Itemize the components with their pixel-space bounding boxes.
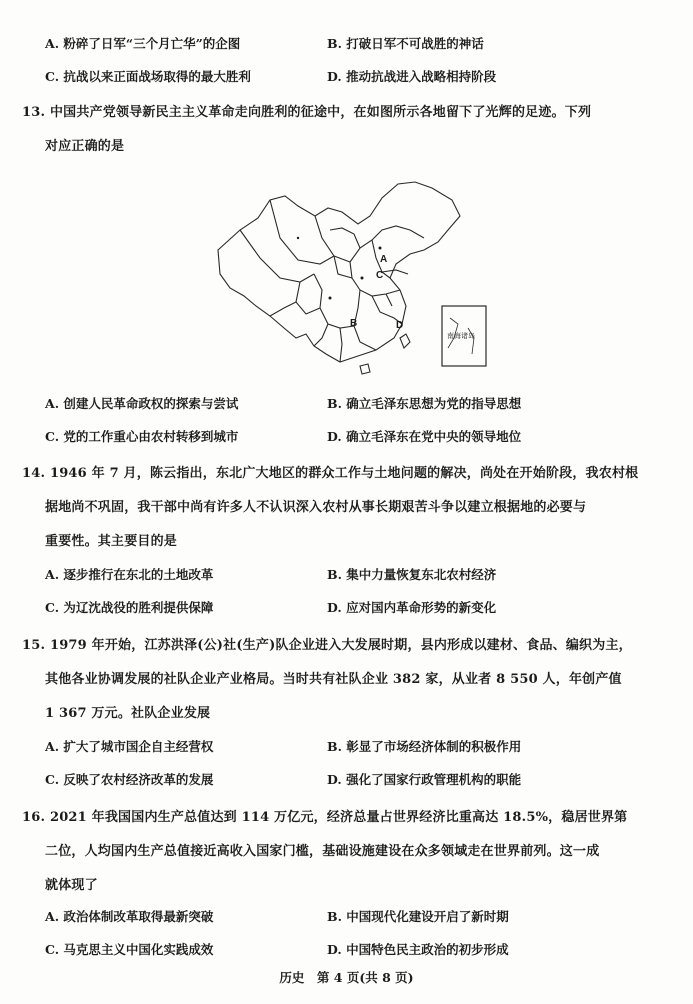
- q14-stem-line1: 14. 1946 年 7 月，陈云指出，东北广大地区的群众工作与土地问题的解决，尚处在开始阶段，我农村根: [22, 466, 639, 481]
- q16-stem-line3: 就体现了: [45, 878, 98, 893]
- q13-option-d: D. 确立毛泽东在党中央的领导地位: [327, 429, 522, 444]
- map-label-b: B: [350, 318, 358, 329]
- q15-option-a: A. 扩大了城市国企自主经营权: [45, 739, 214, 754]
- q16-option-b: B. 中国现代化建设开启了新时期: [327, 909, 509, 924]
- q14-option-c: C. 为辽沈战役的胜利提供保障: [45, 600, 214, 615]
- q13-stem-line1: 13. 中国共产党领导新民主主义革命走向胜利的征途中，在如图所示各地留下了光辉的足迹。下列: [22, 105, 592, 120]
- q13-option-b: B. 确立毛泽东思想为党的指导思想: [327, 396, 522, 411]
- q15-stem-line2: 其他各业协调发展的社队企业产业格局。当时共有社队企业 382 家，从业者 8 550 人，年创产值: [45, 672, 622, 687]
- q12-option-c: C. 抗战以来正面战场取得的最大胜利: [45, 69, 251, 84]
- q14-option-a: A. 逐步推行在东北的土地改革: [45, 567, 214, 582]
- q16-option-d: D. 中国特色民主政治的初步形成: [327, 942, 509, 957]
- q13-stem-line2: 对应正确的是: [45, 139, 125, 154]
- q14-stem-line2: 据地尚不巩固，我干部中尚有许多人不认识深入农村从事长期艰苦斗争以建立根据地的必要与: [45, 500, 587, 515]
- q14-option-b: B. 集中力量恢复东北农村经济: [327, 567, 497, 582]
- map-label-d: D: [396, 320, 404, 331]
- map-label-nanhai: 南海诸岛: [447, 333, 475, 340]
- q16-stem-line2: 二位，人均国内生产总值接近高收入国家门槛，基础设施建设在众多领域走在世界前列。这一成: [45, 844, 600, 859]
- q13-option-c: C. 党的工作重心由农村转移到城市: [45, 429, 239, 444]
- map-label-a: A: [380, 254, 388, 265]
- q15-option-d: D. 强化了国家行政管理机构的职能: [327, 772, 522, 787]
- page-footer: 历史 第 4 页(共 8 页): [279, 970, 414, 985]
- q13-option-a: A. 创建人民革命政权的探索与尝试: [45, 396, 239, 411]
- q15-stem-line3: 1 367 万元。社队企业发展: [45, 706, 211, 721]
- q15-option-b: B. 彰显了市场经济体制的积极作用: [327, 739, 522, 754]
- china-map-figure: [210, 178, 495, 378]
- q14-option-d: D. 应对国内革命形势的新变化: [327, 600, 497, 615]
- q12-option-d: D. 推动抗战进入战略相持阶段: [327, 69, 497, 84]
- q12-option-a: A. 粉碎了日军“三个月亡华”的企图: [45, 36, 241, 51]
- q16-option-c: C. 马克思主义中国化实践成效: [45, 942, 214, 957]
- q15-stem-line1: 15. 1979 年开始，江苏洪泽(公)社(生产)队企业进入大发展时期，县内形成以建材、食品、编织为主，: [22, 638, 632, 653]
- q15-option-c: C. 反映了农村经济改革的发展: [45, 772, 214, 787]
- map-label-c: C: [376, 270, 384, 281]
- q14-stem-line3: 重要性。其主要目的是: [45, 534, 178, 549]
- china-map-svg: [210, 178, 495, 378]
- q16-stem-line1: 16. 2021 年我国国内生产总值达到 114 万亿元，经济总量占世界经济比重高达 18.5%，稳居世界第: [22, 810, 628, 825]
- q12-option-b: B. 打破日军不可战胜的神话: [327, 36, 484, 51]
- q16-option-a: A. 政治体制改革取得最新突破: [45, 909, 214, 924]
